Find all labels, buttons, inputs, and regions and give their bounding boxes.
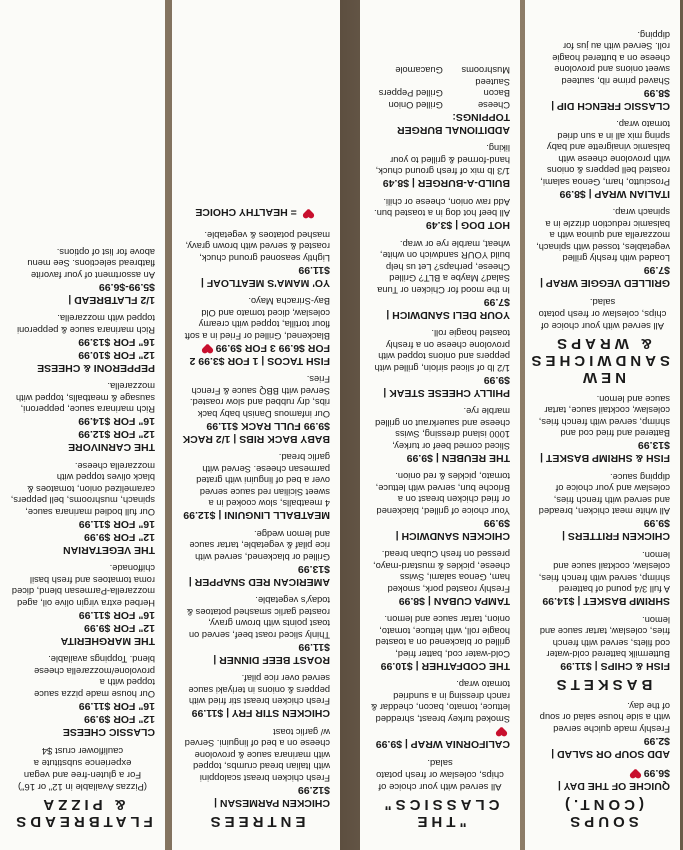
menu-item-description: 1/3 lb mix of fresh ground chuck, hand-formed & grilled to your liking. <box>375 143 510 177</box>
menu-item <box>182 451 330 522</box>
menu-item-name: ROAST BEEF DINNER | $11.99 <box>213 641 330 666</box>
menu-item <box>182 594 330 666</box>
menu-item-name: HOT DOG | $3.49 <box>425 219 510 232</box>
menu-item-name: GRILLED VEGGIE WRAP | $7.99 <box>540 264 670 290</box>
menu-item-description: All beef hot dog in a toasted bun. Add raw onion, cheese or chili. <box>374 197 510 219</box>
heart-icon <box>630 767 641 778</box>
menu-item-name: AMERICAN RED SNAPPER | $13.99 <box>188 563 330 588</box>
menu-item <box>370 405 510 464</box>
menu-item <box>370 678 510 750</box>
menu-item <box>535 614 670 673</box>
menu-item-name: MEATBALL LINGUINI | $12.99 <box>183 509 330 522</box>
heart-icon <box>303 207 314 218</box>
menu-item-name: SHRIMP BASKET | $14.99 <box>542 595 670 608</box>
menu-item <box>535 206 670 290</box>
menu-item-description: Thinly sliced roast beef, served on toast points with brown gravy, roasted garlic smashed potatoes & today's vegetable. <box>186 595 330 640</box>
menu-item-description: Herbed extra virgin olive oil, aged mozzarella-Parmesan blend, diced roma tomatoes and fresh basil chiffonade. <box>11 563 155 608</box>
entrees-title: ENTREES <box>206 813 306 830</box>
menu-item-description: Lightly seasoned ground chuck, roasted & served with brown gravy, mashed potatoes & vegetable. <box>185 230 330 263</box>
menu-item-description: Smoked turkey breast, shredded lettuce, tomato, bacon, cheddar & ranch dressing in a sundried tomato wrap. <box>370 679 510 724</box>
menu-item-price: 16" FOR $11.99 <box>78 700 155 712</box>
entrees-column <box>172 0 340 850</box>
menu-item-description: Our infamous Danish baby back ribs, dry rubbed and slow roasted. Served with BBQ sauce & French Fries. <box>189 374 330 419</box>
menu-item <box>182 672 330 720</box>
right-menu-page <box>355 0 683 850</box>
menu-item <box>535 393 670 465</box>
menu-item-description: Our house made pizza sauce topped with a provolone/mozzarella cheese blend. Toppings available. <box>34 654 155 699</box>
flatbreads-subtitle: (Pizzas Available in 12" or 16") For a gluten-free and vegan experience substitute a cauliflower crust $4 <box>17 745 148 792</box>
menu-item <box>370 142 510 190</box>
menu-item-name: PEPPERONI & CHEESE <box>37 362 155 374</box>
menu-item-description: Cold-water cod, batter fried, grilled or blackened on a toasted hoagie roll, with lettuce, tomato, onion, tartar sauce and lemon. <box>375 614 510 659</box>
menu-item <box>535 118 670 200</box>
flatbreads-title: FLATBREADS & PIZZA <box>12 796 153 830</box>
menu-item <box>370 327 510 399</box>
menu-item-name: THE REUBEN | $9.99 <box>406 452 510 464</box>
menu-item-name: CHICKEN STIR FRY | $11.99 <box>191 707 330 720</box>
menu-item-description: Freshly roasted pork, smoked ham, Genoa salami, Swiss cheese, pickles & mustard-mayo, pressed on fresh Cuban bread. <box>373 549 510 594</box>
soups-baskets-column <box>525 0 680 850</box>
menu-item <box>535 700 670 761</box>
menu-item-description: Battered and fried cod and shrimp, served with french fries, coleslaw, cocktail sauce, tartar sauce and lemon. <box>538 394 670 439</box>
menu-item <box>10 380 155 454</box>
menu-item-name: YO' MAMA'S MEATLOAF | $11.99 <box>200 264 330 289</box>
menu-item <box>10 246 155 307</box>
menu-item-name: THE CODFATHER | $10.99 <box>380 660 510 672</box>
baskets-title: BASKETS <box>552 676 653 694</box>
menu-item-price: 12" FOR $9.99 <box>84 531 155 543</box>
menu-item <box>535 766 670 792</box>
menu-item-description: Sliced corned beef or turkey, 1000 island dressing, Swiss cheese and sauerkraut on grilled marble rye. <box>375 406 510 451</box>
menu-item <box>10 312 155 374</box>
menu-item-name: FISH TACOS | 1 FOR $3.99 2 FOR $6.99 3 FOR $9.99 <box>189 342 330 367</box>
menu-item-price: 12" FOR $12.99 <box>78 428 155 441</box>
menu-item <box>10 460 155 557</box>
menu-item-description: Shaved prime rib, sauteed sweet onions and provolone cheese on a buttered hoagie roll. Served with au jus for dipping. <box>552 30 670 86</box>
menu-item-price: 16" FOR $11.99 <box>78 518 155 530</box>
entrees-list <box>182 229 330 810</box>
menu-item-name: YOUR DELI SANDWICH | $7.99 <box>386 296 510 321</box>
menu-item-description: Our full bodied marinara sauce, spinach, mushrooms, bell peppers, caramelized onion, tomatoes & black olives topped with mozzarella cheese. <box>10 461 155 517</box>
menu-item-description: Your choice of grilled, blackened or fried chicken breast on a Brioche bun, served with lettuce, tomato, pickles & red onion. <box>375 471 510 516</box>
menu-item-description: Fresh chicken breast scaloppini with Italian bread crumbs, topped with marinara sauce & provolone cheese on a bed of linguini. Served w/ garlic toast <box>184 727 330 783</box>
menu-item-name: ADD SOUP OR SALAD | $2.99 <box>551 735 670 760</box>
topping-item: Grilled Onion <box>388 100 443 110</box>
menu-item-description: In the mood for Chicken or Tuna Salad? Maybe a BLT? Grilled Cheese, perhaps? Let us help build YOUR sandwich on white, wheat, marble rye or wrap. <box>377 239 510 295</box>
menu-item <box>370 548 510 607</box>
menu-item <box>182 726 330 810</box>
menu-item <box>370 613 510 672</box>
menu-item-description: Prosciutto, ham, Genoa salami, roasted bell peppers & onions with provolone cheese with balsamic vinaigrette and baby spring mix all in a sun dried tomato wrap. <box>540 119 670 187</box>
menu-item-description: Loaded with freshly grilled vegetables, tossed with spinach, mozzarella and quinoa with a balsamic reduction drizzle in a spinach wrap. <box>536 207 670 264</box>
toppings-title: ADDITIONAL BURGER TOPPINGS: <box>397 111 510 136</box>
menu-item-name: FISH & CHIPS | $11.99 <box>560 660 670 673</box>
menu-item <box>10 562 155 647</box>
classics-list <box>370 142 510 750</box>
menu-item-name: BUILD-A-BURGER | $8.49 <box>382 177 510 190</box>
menu-item <box>370 238 510 322</box>
sandwiches-title: NEW SANDWICHES & WRAPS <box>527 335 670 387</box>
topping-item: Sauteed Mushrooms <box>461 65 510 87</box>
menu-item-description: Rich marinara sauce & pepperoni topped with mozzarella. <box>17 313 155 335</box>
menu-item-description: An assortment of your favorite flatbread selections. See menu above for list of options. <box>27 247 155 280</box>
menu-item-price: 12" FOR $9.99 <box>84 713 155 725</box>
healthy-choice-legend <box>182 207 330 219</box>
menu-item-name: THE MARGHERITA <box>60 635 155 647</box>
menu-item <box>370 470 510 542</box>
topping-item: Bacon <box>483 88 510 99</box>
heart-icon <box>496 725 507 736</box>
menu-item-name: 1/2 FLATBREAD | $5.99-$6.99 <box>68 281 155 306</box>
flatbreads-list <box>10 246 155 739</box>
menu-item-name: TAMPA CUBAN | $8.99 <box>398 595 510 607</box>
menu-item-name: PHILLY CHEESE STEAK | $9.99 <box>383 374 510 399</box>
menu-item-name: CHICKEN SANDWICH | $9.99 <box>395 517 510 542</box>
menu-item-name: THE CARNIVORE <box>68 441 155 454</box>
menu-item <box>535 29 670 113</box>
menu-item <box>370 196 510 232</box>
legend-text: = HEALTHY CHOICE <box>195 206 297 219</box>
toppings-list <box>370 64 510 110</box>
heart-icon <box>202 342 213 353</box>
topping-item: Guacamole <box>395 65 443 76</box>
classics-title: "THE CLASSICS" <box>380 796 500 830</box>
menu-item-name: CALIFORNIA WRAP | $9.99 <box>370 724 510 750</box>
menu-item-price: 16" FOR $13.99 <box>78 336 155 348</box>
menu-item <box>182 373 330 445</box>
menu-item-name: CLASSIC FRENCH DIP | $8.99 <box>551 87 670 112</box>
menu-item-name: BABY BACK RIBS | 1/2 RACK $9.99 FULL RACK $11.99 <box>182 420 330 445</box>
menu-item-description: Blackened, Grilled or Fried in a soft flour tortilla, topped with creamy coleslaw, diced tomato and Old Bay-Sriracha Mayo. <box>184 296 330 341</box>
topping-item: Cheese <box>477 100 510 110</box>
menu-item-name: THE VEGETARIAN <box>63 544 155 556</box>
sandwiches-subtitle: All served with your choice of chips, coleslaw or fresh potato salad. <box>538 296 667 332</box>
menu-item-description: All white meat chicken, breaded and served with french fries, coleslaw and your choice of dipping sauce. <box>538 472 670 517</box>
menu-item-description: 4 meatballs, slow cooked in a sweet Sicilian red sauce served over a bed of linguini with grated parmesan cheese. Served with garlic bread. <box>196 452 330 509</box>
menu-item-name: CLASSIC CHEESE <box>62 726 155 738</box>
menu-item-description: Freshly made quiche served with a side house salad or soup of the day. <box>539 701 670 734</box>
menu-item-description: Fresh chicken breast stir fried with peppers & onions in teriyaki sauce served over rice pilaf. <box>188 673 330 707</box>
menu-item-description: Grilled or blackened, served with rice pilaf & vegetable, tartar sauce and lemon wedge. <box>189 529 330 562</box>
menu-item-name: FISH & SHRIMP BASKET | $13.99 <box>540 439 670 465</box>
menu-item-name: QUICHE OF THE DAY | $6.99 <box>557 767 670 792</box>
classics-subtitle: All served with your choice of chips, coleslaw or fresh potato salad. <box>376 757 504 792</box>
menu-item-price: 16" FOR $11.99 <box>78 609 155 621</box>
menu-item-description: Rich marinara sauce, pepperoni, sausage & meatballs, topped with mozzarella. <box>15 381 155 415</box>
menu-item-description: 1/2 lb of sliced sirloin, grilled with peppers and onions topped with provolone cheese on a freshly toasted hoagie roll. <box>374 328 510 373</box>
menu-item-description: Buttermilk battered cold-water cod filets, served with french fries, coleslaw, tartar sauce and lemon. <box>539 615 670 660</box>
baskets-list <box>535 393 670 673</box>
classics-column <box>360 0 520 850</box>
menu-item-name: CHICKEN PARMESAN | $12.99 <box>214 784 330 809</box>
menu-item-price: 12" FOR $10.99 <box>78 349 155 361</box>
menu-item-price: 12" FOR $9.99 <box>84 622 155 634</box>
menu-item <box>182 528 330 589</box>
soups-list <box>535 700 670 793</box>
menu-item <box>10 653 155 738</box>
menu-item-name: ITALIAN WRAP | $8.99 <box>559 188 670 200</box>
soups-title: SOUPS (CONT.) <box>561 796 644 830</box>
flatbreads-column <box>0 0 165 850</box>
menu-item <box>182 295 330 367</box>
menu-item-price: 16" FOR $14.99 <box>78 415 155 428</box>
menu-item-description: A full 3/4 pound of battered shrimp, served with french fries, coleslaw, cocktail sauce and lemon. <box>538 550 670 595</box>
menu-item-name: CHICKEN FRITTERS | $9.99 <box>562 517 670 543</box>
topping-item: Grilled Peppers <box>378 88 443 99</box>
menu-item <box>182 229 330 290</box>
sandwiches-list <box>535 29 670 290</box>
menu-item <box>535 549 670 608</box>
menu-item <box>535 471 670 543</box>
